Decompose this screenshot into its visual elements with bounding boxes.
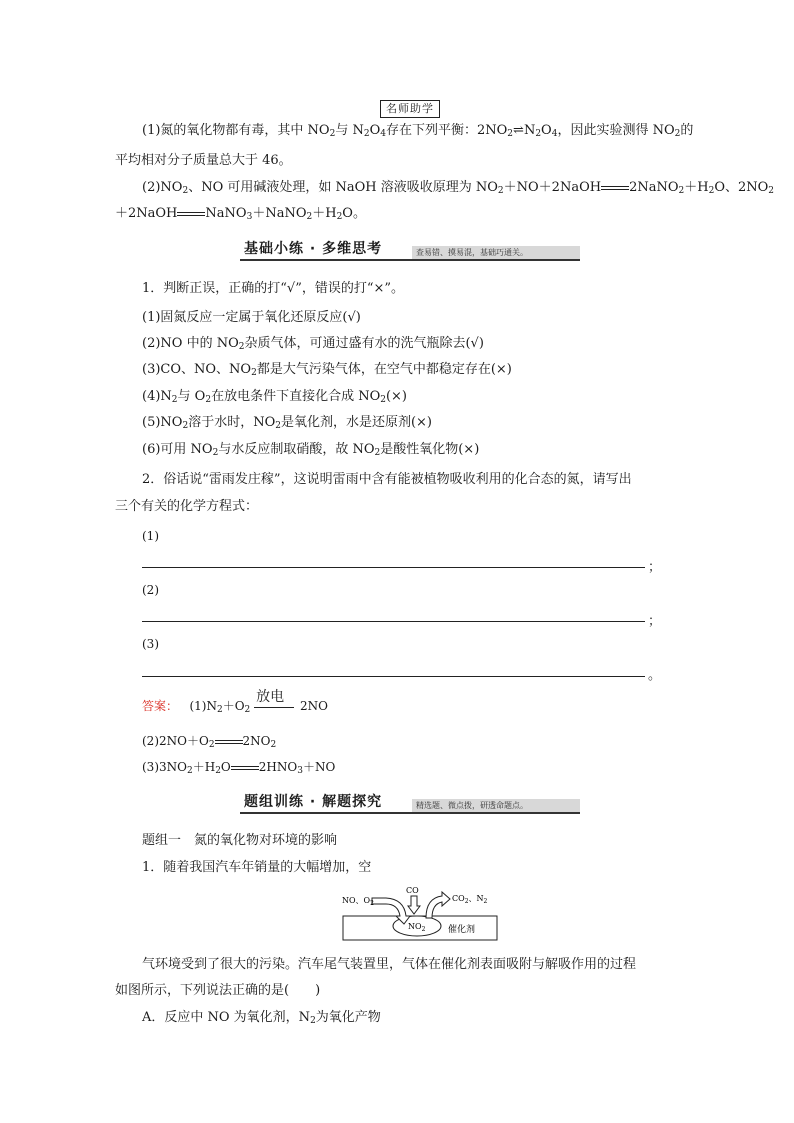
- double-bar-equals: [215, 737, 243, 747]
- section-rule: [240, 259, 580, 261]
- tip-paragraph-2-line-2: ＋2NaOH $NaNO_3+NaNO_2+H_2O$。: [115, 206, 366, 222]
- group-1-q1-line-1: 1．随着我国汽车年销量的大幅增加，空: [142, 860, 372, 875]
- blank-1-end: ；: [648, 560, 662, 575]
- arrow-out-icon: [426, 892, 450, 918]
- section-note: 精选题、微点拨，研透命题点。: [412, 799, 580, 812]
- judge-item-3: (3)CO、NO、$NO_2$都是大气污染气体，在空气中都稳定存在(×): [142, 362, 512, 378]
- answer-blank-1[interactable]: [142, 567, 645, 568]
- question-2-stem-line-2: 三个有关的化学方程式：: [115, 499, 259, 514]
- judge-item-5: $(5)NO_2$溶于水时，$NO_2$是氧化剂，水是还原剂(×): [142, 415, 433, 431]
- arrow-down-icon: [408, 896, 420, 914]
- answer-label: 答案：: [142, 699, 179, 713]
- section-header-basic-practice: [240, 238, 580, 262]
- diagram-label-center: $NO_2$: [408, 922, 426, 933]
- answer-blank-3[interactable]: [142, 676, 645, 677]
- group-1-title: 题组一 氮的氧化物对环境的影响: [142, 833, 338, 848]
- diagram-label-right: $CO_2$、$N_2$: [452, 894, 488, 905]
- blank-1-label: (1): [142, 529, 159, 543]
- blank-3-end: 。: [648, 668, 662, 683]
- section-rule: [240, 812, 580, 814]
- option-a[interactable]: A．反应中 NO 为氧化剂，$N_2$为氧化产物: [142, 1010, 381, 1026]
- answer-equation-3: $(3)3NO_2+H_2O$ $2HNO_3+NO$: [142, 760, 336, 776]
- diagram-label-top: CO: [406, 886, 419, 895]
- reaction-condition: 放电: [254, 697, 296, 717]
- tip-paragraph-2-line-1: $(2)NO_2$、NO 可用碱液处理，如 NaOH 溶液吸收原理为 $NO_2+NO+2NaOH$ $2NaNO_2+H_2O$、$2NO_2$: [142, 180, 775, 196]
- double-bar-equals: [177, 209, 205, 219]
- judge-item-6: (6)可用 $NO_2$与水反应制取硝酸，故 $NO_2$是酸性氧化物(×): [142, 442, 480, 458]
- section-header-group-training: [240, 791, 580, 815]
- tip-paragraph-1-line-2: 平均相对分子质量总大于 46。: [115, 153, 292, 168]
- section-title: 基础小练 · 多维思考: [244, 241, 383, 257]
- answer-equation-2: $(2)2NO+O_2$ $2NO_2$: [142, 734, 277, 750]
- judge-item-2: (2)NO 中的 $NO_2$杂质气体，可通过盛有水的洗气瓶除去(√): [142, 336, 484, 352]
- blank-3-label: (3): [142, 637, 159, 651]
- group-1-q1-line-3: 如图所示，下列说法正确的是( ): [115, 983, 321, 998]
- diagram-label-catalyst: 催化剂: [448, 925, 476, 935]
- double-bar-equals: [601, 183, 629, 193]
- group-1-q1-line-2: 气环境受到了很大的污染。汽车尾气装置里，气体在催化剂表面吸附与解吸作用的过程: [142, 957, 637, 972]
- question-2-stem-line-1: 2．俗话说“雷雨发庄稼”，这说明雷雨中含有能被植物吸收利用的化合态的氮，请写出: [142, 472, 632, 487]
- double-bar-equals: [231, 763, 259, 773]
- section-note: 查易错、摸易混，基础巧通关。: [412, 246, 580, 259]
- answer-equation-1: 答案： $(1)N_2+O_2$ 放电 2NO: [142, 688, 328, 715]
- blank-2-label: (2): [142, 583, 159, 597]
- blank-2-end: ；: [648, 614, 662, 629]
- diagram-label-left: NO、$O_2$: [342, 896, 374, 907]
- judge-item-4: $(4)N_2$与 $O_2$在放电条件下直接化合成 $NO_2(\times)$: [142, 389, 408, 405]
- tip-paragraph-1-line-1: (1)氮的氧化物都有毒，其中 $NO_2$与 $N_2O_4$存在下列平衡：$2NO_2\rightleftharpoons N_2O_4$，因此实验测得 $NO_2$的: [142, 123, 694, 139]
- judge-item-1: (1)固氮反应一定属于氧化还原反应(√): [142, 310, 361, 325]
- tip-label: 名师助学: [380, 100, 440, 118]
- question-1-stem: 1．判断正误，正确的打“√”，错误的打“×”。: [142, 281, 405, 296]
- section-title: 题组训练 · 解题探究: [244, 794, 383, 810]
- answer-blank-2[interactable]: [142, 621, 645, 622]
- catalyst-adsorption-diagram: [338, 884, 502, 942]
